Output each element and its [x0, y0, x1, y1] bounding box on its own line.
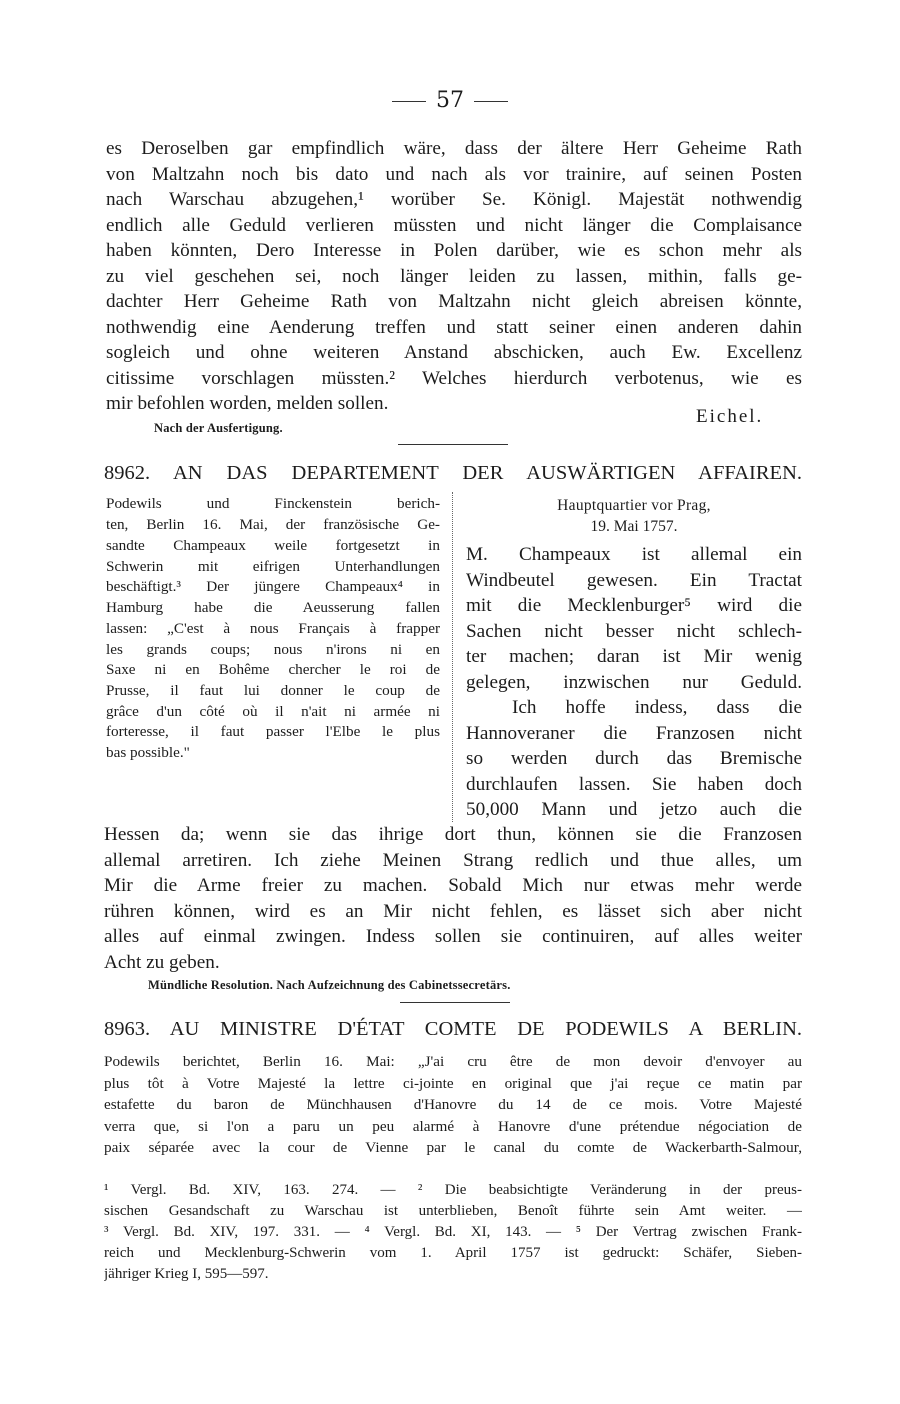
text-line: rühren können, wird es an Mir nicht fehlen, es lässet sich aber nicht: [104, 900, 802, 922]
signature-eichel: Eichel.: [696, 406, 764, 427]
text-line: dachter Herr Geheime Rath von Maltzahn nicht gleich abreisen könnte,: [106, 291, 802, 312]
text-line: Mir die Arme freier zu machen. Sobald Mich nur etwas mehr werde: [104, 875, 802, 896]
text-line: Hessen da; wenn sie das ihrige dort thun, können sie die Franzosen: [104, 824, 802, 845]
source-note: Nach der Ausfertigung.: [154, 421, 283, 435]
text-line: es Deroselben gar empfindlich wäre, dass der ältere Herr Geheime Rath: [106, 138, 802, 159]
regest-line: Prusse, il faut lui donner le coup de: [106, 682, 440, 699]
regest-line: beschäftigt.³ Der jüngere Champeaux⁴ in: [106, 578, 440, 595]
text-line: citissime vorschlagen müssten.² Welches hierdurch verbotenus, wie es: [106, 367, 802, 389]
text-line: plus tôt à Votre Majesté la lettre ci-jointe en original que j'ai reçue ce matin par: [104, 1074, 802, 1092]
text-line: so werden durch das Bremische: [466, 748, 802, 769]
regest-line: les grands coups; nous n'irons ni en: [106, 640, 440, 658]
text-line: nothwendig eine Aenderung treffen und statt seiner einen anderen dahin: [106, 316, 802, 338]
page-number-dash-left: [392, 101, 426, 102]
footnote-line: reich und Mecklenburg-Schwerin vom 1. April 1757 ist gedruckt: Schäfer, Sieben-: [104, 1245, 802, 1261]
column-separator: [452, 492, 453, 822]
regest-line: Podewils und Finckenstein berich-: [106, 495, 440, 512]
text-line: allemal arretiren. Ich ziehe Meinen Strang redlich und thue alles, um: [104, 849, 802, 871]
document-heading-8963: 8963. AU MINISTRE D'ÉTAT COMTE DE PODEWILS A BERLIN.: [104, 1018, 802, 1040]
text-line: alles auf einmal zwingen. Indess sollen sie continuiren, auf alles weiter: [104, 926, 802, 947]
text-line: Hannoveraner die Franzosen nicht: [466, 722, 802, 744]
text-line: verra que, si l'on a paru un peu alarmé à Hanovre d'une prétendue négociation de: [104, 1117, 802, 1135]
section-divider: [400, 1002, 510, 1003]
regest-line: Saxe ni en Bohême chercher le roi de: [106, 661, 440, 678]
text-line: gelegen, inzwischen nur Geduld.: [466, 671, 802, 693]
regest-line: ten, Berlin 16. Mai, der französische Ge-: [106, 516, 440, 533]
document-heading-8962: 8962. AN DAS DEPARTEMENT DER AUSWÄRTIGEN AFFAIREN.: [104, 462, 802, 484]
text-line: Sachen nicht besser nicht schlech-: [466, 620, 802, 642]
text-line: sogleich und ohne weiteren Anstand abschicken, auch Ew. Excellenz: [106, 342, 802, 363]
regest-line: lassen: „C'est à nous Français à frapper: [106, 620, 440, 637]
footnote-line: ¹ Vergl. Bd. XIV, 163. 274. — ² Die beabsichtigte Veränderung in der preus-: [104, 1182, 802, 1198]
regest-line: Hamburg habe die Aeusserung fallen: [106, 599, 440, 616]
text-line: 50,000 Mann und jetzo auch die: [466, 799, 802, 820]
date-line: 19. Mai 1757.: [590, 518, 678, 535]
footnote-line: sischen Gesandschaft zu Warschau ist unterblieben, Benoît führte sein Amt weiter. —: [104, 1203, 802, 1219]
text-line: nach Warschau abzugehen,¹ worüber Se. Königl. Majestät nothwendig: [106, 189, 802, 210]
regest-line: forteresse, il faut passer l'Elbe le plus: [106, 723, 440, 740]
page-number: [0, 88, 900, 113]
page-number-text: 57: [436, 88, 464, 113]
page-number-dash-right: [474, 101, 508, 102]
text-line: M. Champeaux ist allemal ein: [466, 544, 802, 565]
text-line: Acht zu geben.: [104, 951, 220, 973]
source-note: Mündliche Resolution. Nach Aufzeichnung des Cabinetssecretärs.: [148, 978, 511, 992]
text-line: zu viel geschehen sei, noch länger leiden zu lassen, mithin, falls ge-: [106, 265, 802, 287]
section-divider: [398, 444, 508, 445]
text-line: mir befohlen worden, melden sollen.: [106, 393, 389, 414]
place-line: Hauptquartier vor Prag,: [557, 497, 711, 514]
text-line: paix séparée avec la cour de Vienne par le canal du comte de Wackerbarth-Salmour,: [104, 1139, 802, 1156]
footnote-line: ³ Vergl. Bd. XIV, 197. 331. — ⁴ Vergl. Bd. XI, 143. — ⁵ Der Vertrag zwischen Frank-: [104, 1224, 802, 1240]
text-line: Windbeutel gewesen. Ein Tractat: [466, 569, 802, 591]
regest-line: grâce d'un côté où il n'ait ni armée ni: [106, 702, 440, 720]
text-line: mit die Mecklenburger⁵ wird die: [466, 595, 802, 616]
regest-line: sandte Champeaux weile fortgesetzt in: [106, 537, 440, 554]
text-line: Ich hoffe indess, dass die: [512, 697, 802, 718]
text-line: von Maltzahn noch bis dato und nach als vor trainire, auf seinen Posten: [106, 163, 802, 185]
text-line: haben könnten, Dero Interesse in Polen darüber, wie es schon mehr als: [106, 240, 802, 261]
regest-line: bas possible.": [106, 744, 190, 761]
text-line: ter machen; daran ist Mir wenig: [466, 646, 802, 667]
regest-line: Schwerin mit eifrigen Unterhandlungen: [106, 557, 440, 575]
text-line: durchlaufen lassen. Sie haben doch: [466, 773, 802, 795]
footnote-line: jähriger Krieg I, 595—597.: [104, 1266, 269, 1282]
text-line: Podewils berichtet, Berlin 16. Mai: „J'ai cru être de mon devoir d'envoyer au: [104, 1053, 802, 1070]
text-line: endlich alle Geduld verlieren müssten und nicht länger die Complaisance: [106, 214, 802, 236]
text-line: estafette du baron de Münchhausen d'Hanovre du 14 de ce mois. Votre Majesté: [104, 1096, 802, 1113]
